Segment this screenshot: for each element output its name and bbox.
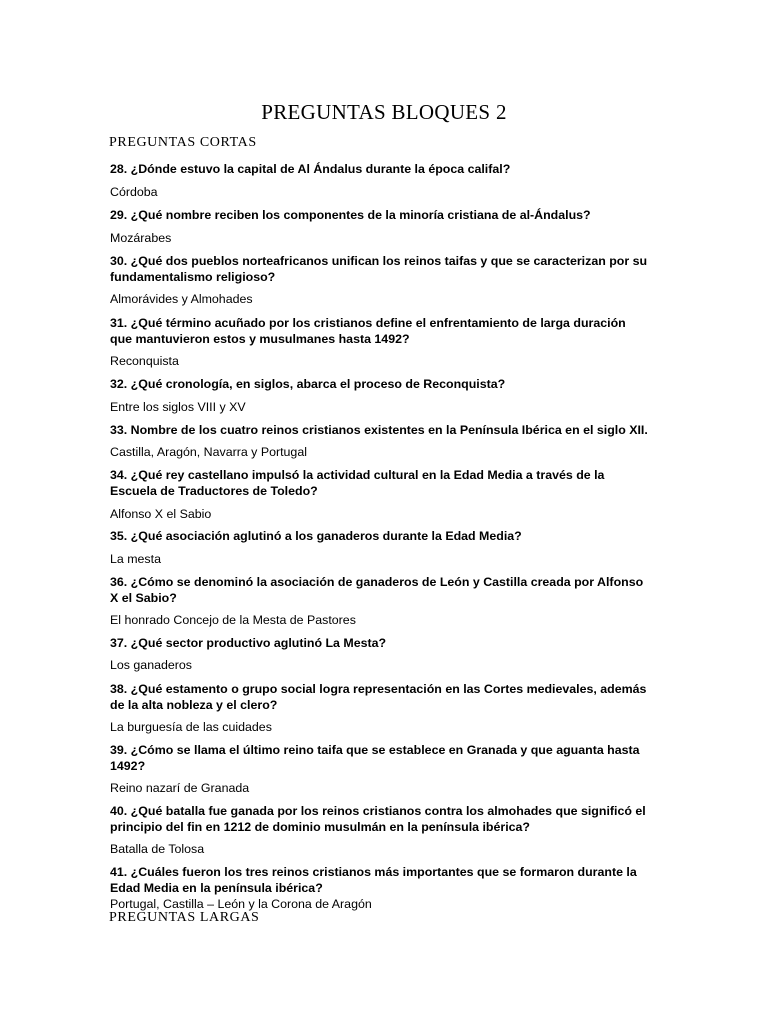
question-37: 37. ¿Qué sector productivo aglutinó La Mesta? [110, 636, 387, 650]
answer-30: Almorávides y Almohades [110, 292, 253, 306]
answer-41: Portugal, Castilla – León y la Corona de Aragón [110, 897, 372, 911]
answer-37: Los ganaderos [110, 658, 192, 672]
question-29: 29. ¿Qué nombre reciben los componentes de la minoría cristiana de al-Ándalus? [110, 208, 591, 222]
answer-33: Castilla, Aragón, Navarra y Portugal [110, 445, 307, 459]
section-heading-long: PREGUNTAS LARGAS [109, 910, 260, 925]
answer-38: La burguesía de las cuidades [110, 720, 272, 734]
question-41: 41. ¿Cuáles fueron los tres reinos cristianos más importantes que se formaron durante la Edad Media en la península ibérica? [110, 865, 637, 895]
answer-35: La mesta [110, 552, 161, 566]
question-40: 40. ¿Qué batalla fue ganada por los reinos cristianos contra los almohades que significó el principio del fin en 1212 de dominio musulmán en la península ibérica? [110, 804, 646, 834]
question-31: 31. ¿Qué término acuñado por los cristianos define el enfrentamiento de larga duración que mantuvieron estos y musulmanes hasta 1492? [110, 316, 626, 346]
answer-28: Córdoba [110, 185, 158, 199]
answer-39: Reino nazarí de Granada [110, 781, 250, 795]
answer-32: Entre los siglos VIII y XV [110, 400, 246, 414]
question-35: 35. ¿Qué asociación aglutinó a los ganaderos durante la Edad Media? [110, 529, 522, 543]
question-32: 32. ¿Qué cronología, en siglos, abarca el proceso de Reconquista? [110, 377, 506, 391]
question-39: 39. ¿Cómo se llama el último reino taifa que se establece en Granada y que aguanta hasta 1492? [110, 743, 640, 773]
section-heading-short: PREGUNTAS CORTAS [109, 135, 257, 150]
answer-40: Batalla de Tolosa [110, 842, 205, 856]
answer-31: Reconquista [110, 354, 179, 368]
question-34: 34. ¿Qué rey castellano impulsó la actividad cultural en la Edad Media a través de la Escuela de Traductores de Toledo? [110, 468, 605, 498]
question-28: 28. ¿Dónde estuvo la capital de Al Ándalus durante la época califal? [110, 162, 511, 176]
answer-29: Mozárabes [110, 231, 172, 245]
question-30: 30. ¿Qué dos pueblos norteafricanos unifican los reinos taifas y que se caracterizan por su fundamentalismo religioso? [110, 254, 648, 284]
answer-36: El honrado Concejo de la Mesta de Pastores [110, 613, 356, 627]
page-title: PREGUNTAS BLOQUES 2 [261, 100, 507, 124]
answer-34: Alfonso X el Sabio [110, 507, 212, 521]
question-38: 38. ¿Qué estamento o grupo social logra representación en las Cortes medievales, además de la alta nobleza y el clero? [110, 682, 647, 712]
question-33: 33. Nombre de los cuatro reinos cristianos existentes en la Península Ibérica en el siglo XII. [110, 423, 648, 437]
question-36: 36. ¿Cómo se denominó la asociación de ganaderos de León y Castilla creada por Alfonso X el Sabio? [110, 575, 644, 605]
